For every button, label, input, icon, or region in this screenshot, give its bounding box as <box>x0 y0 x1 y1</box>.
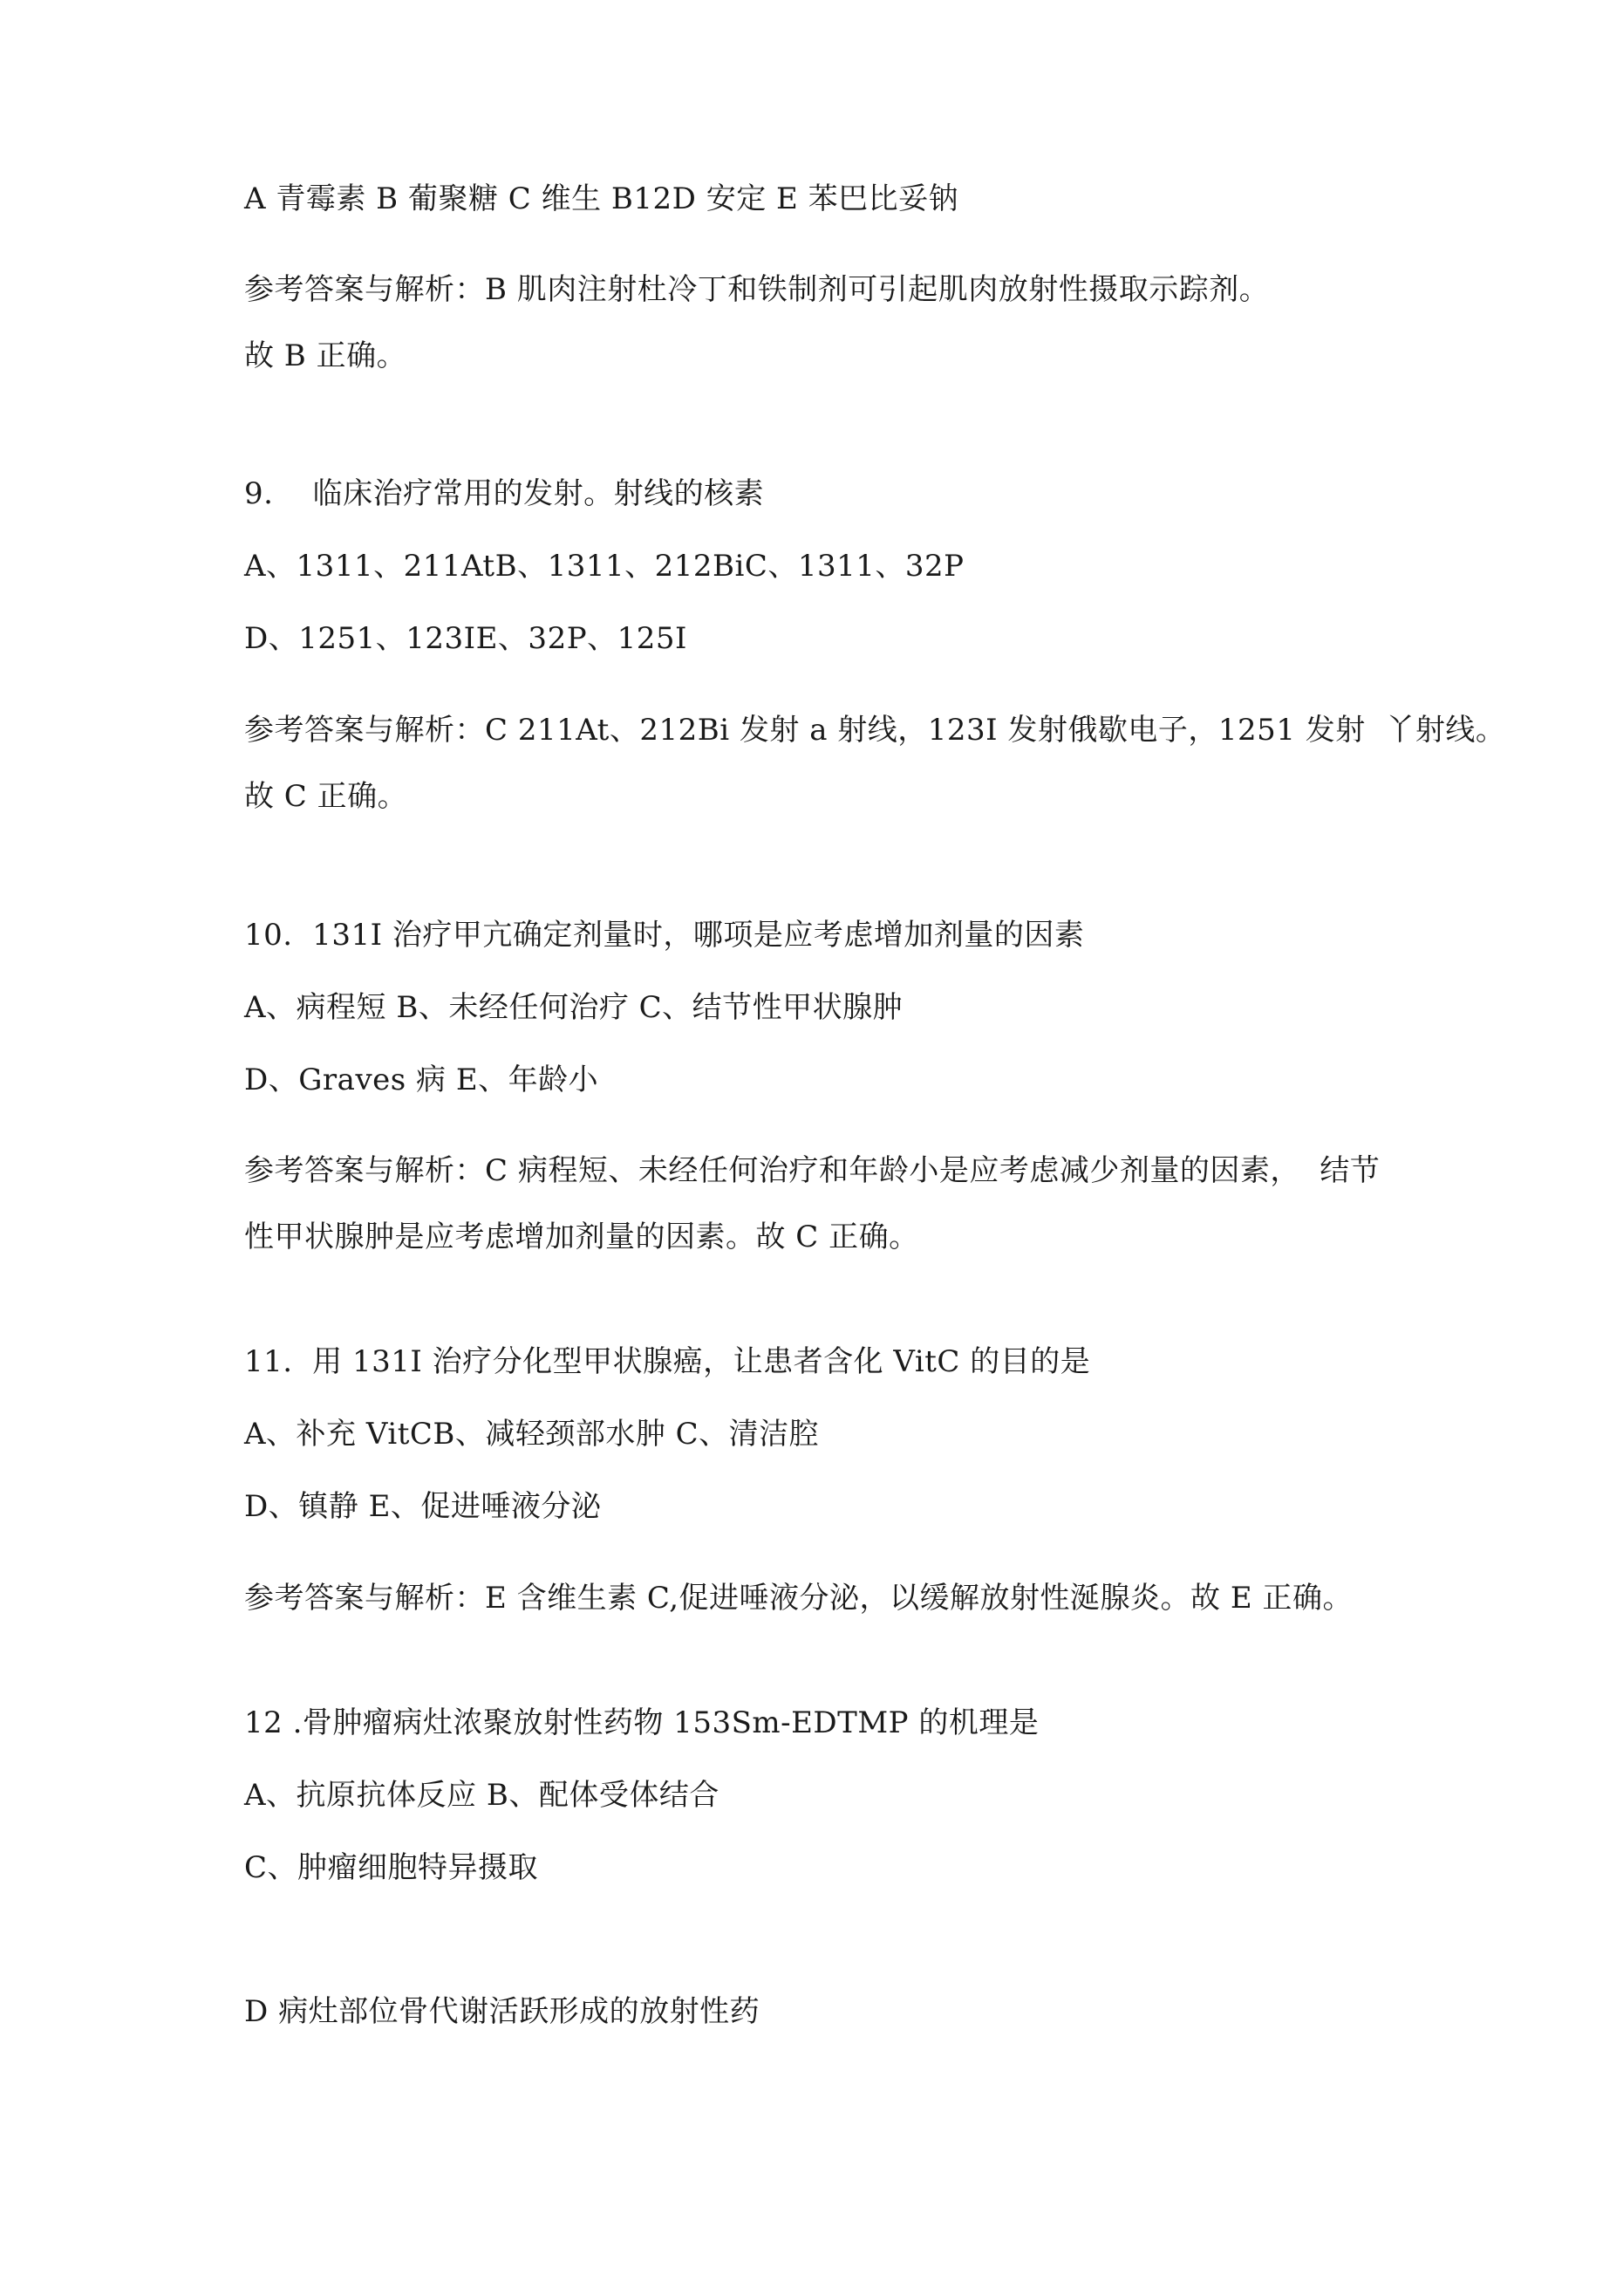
q8-answer-cont: 故 B 正确。 <box>244 338 407 373</box>
q9-options-d: D、1251、123IE、32P、125I <box>244 621 687 656</box>
q10-options-d: D、Graves 病 E、年龄小 <box>244 1063 599 1097</box>
q11-answer: 参考答案与解析：E 含维生素 C,促进唾液分泌，以缓解放射性涎腺炎。故 E 正确。 <box>244 1581 1353 1616</box>
q9-answer: 参考答案与解析：C 211At、212Bi 发射 a 射线，123I 发射俄歇电子，1251 发射 丫射线。 <box>244 713 1506 748</box>
q11-options-d: D、镇静 E、促进唾液分泌 <box>244 1489 602 1524</box>
q8-options: A 青霉素 B 葡聚糖 C 维生 B12D 安定 E 苯巴比妥钠 <box>244 181 959 216</box>
q9-question: 9. 临床治疗常用的发射。射线的核素 <box>244 476 765 511</box>
q9-answer-cont: 故 C 正确。 <box>244 779 408 814</box>
q10-answer-cont: 性甲状腺肿是应考虑增加剂量的因素。故 C 正确。 <box>244 1220 919 1254</box>
q10-question: 10. 131I 治疗甲亢确定剂量时，哪项是应考虑增加剂量的因素 <box>244 918 1085 953</box>
q11-options-a: A、补充 VitCB、减轻颈部水肿 C、清洁腔 <box>244 1417 820 1452</box>
q9-options-a: A、1311、211AtB、1311、212BiC、1311、32P <box>244 549 965 584</box>
q8-answer: 参考答案与解析：B 肌肉注射杜冷丁和铁制剂可引起肌肉放射性摄取示踪剂。 <box>244 272 1270 307</box>
q11-question: 11. 用 131I 治疗分化型甲状腺癌，让患者含化 VitC 的目的是 <box>244 1344 1091 1379</box>
q12-options-d: D 病灶部位骨代谢活跃形成的放射性药 <box>244 1994 760 2029</box>
q12-options-a: A、抗原抗体反应 B、配体受体结合 <box>244 1778 719 1813</box>
q10-options-a: A、病程短 B、未经任何治疗 C、结节性甲状腺肿 <box>244 990 904 1025</box>
q10-answer: 参考答案与解析：C 病程短、未经任何治疗和年龄小是应考虑减少剂量的因素， 结节 <box>244 1153 1381 1188</box>
q12-options-c: C、肿瘤细胞特异摄取 <box>244 1850 539 1885</box>
q12-question: 12 .骨肿瘤病灶浓聚放射性药物 153Sm-EDTMP 的机理是 <box>244 1705 1040 1740</box>
